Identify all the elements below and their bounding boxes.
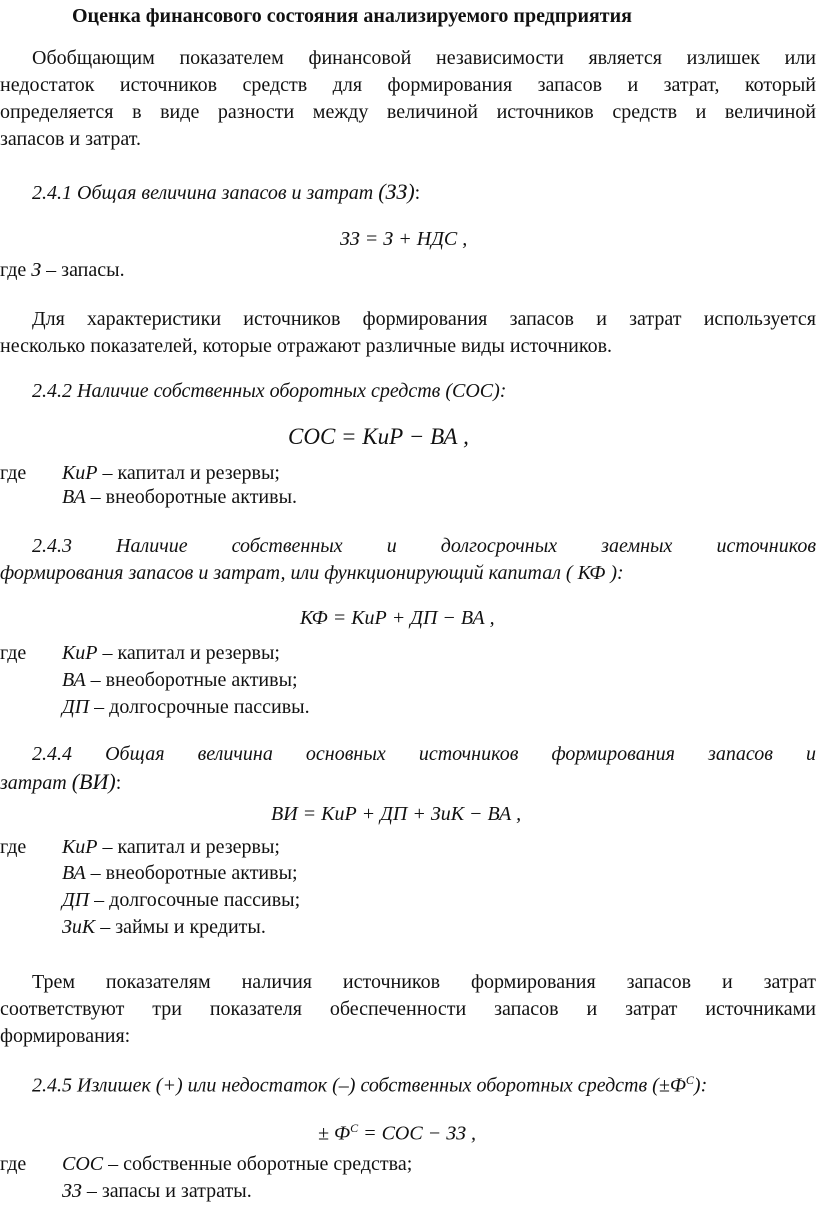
- definition-item: ДП – долгосочные пассивы;: [62, 889, 301, 911]
- formula-kf: КФ = КиР + ДП − ВА ,: [300, 607, 495, 629]
- where-label: где: [0, 836, 27, 858]
- definition-item: ВА – внеоборотные активы;: [62, 862, 298, 884]
- definition-item: СОС – собственные оборотные средства;: [62, 1153, 413, 1175]
- intro-line: определяется в виде разности между величиной источников средств и величиной: [0, 101, 816, 123]
- definition-zapasy: где З – запасы.: [0, 259, 125, 281]
- definition-item: ДП – долгосрочные пассивы.: [62, 696, 310, 718]
- definition-item: КиР – капитал и резервы;: [62, 642, 280, 664]
- where-label: где: [0, 642, 27, 664]
- paragraph-line: Для характеристики источников формирования запасов и затрат используется: [32, 308, 816, 330]
- formula-phi-c: ± $Ф^С$ = СОС − ЗЗ ,: [318, 1121, 476, 1145]
- section-2-4-5-heading: 2.4.5 Излишек (+) или недостаток (–) собственных оборотных средств $(\pm Ф^С)$:: [32, 1073, 708, 1097]
- where-label: где: [0, 462, 27, 484]
- formula-vi: ВИ = КиР + ДП + ЗиК − ВА ,: [271, 803, 522, 825]
- section-2-4-4-heading: 2.4.4 Общая величина основных источников формирования запасов и затрат (ВИ):: [0, 743, 816, 794]
- intro-line: запасов и затрат.: [0, 128, 141, 150]
- section-2-4-2-heading: 2.4.2 Наличие собственных оборотных средств (СОС):: [32, 380, 507, 402]
- paragraph-line: соответствуют три показателя обеспеченности запасов и затрат источниками: [0, 998, 816, 1020]
- definition-item: КиР – капитал и резервы;: [62, 836, 280, 858]
- intro-paragraph: [0, 45, 816, 153]
- paragraph-line: Трем показателям наличия источников формирования запасов и затрат: [32, 971, 816, 993]
- formula-sos: СОС = КиР − ВА ,: [288, 424, 469, 449]
- section-2-4-3-heading: 2.4.3 Наличие собственных и долгосрочных заемных источников формирования запасов и затрат, или функционирующий капитал ( КФ ):: [0, 535, 816, 584]
- where-label: где: [0, 1153, 27, 1175]
- intro-line: Обобщающим показателем финансовой независимости является излишек или: [32, 47, 816, 69]
- definition-item: ВА – внеоборотные активы;: [62, 669, 298, 691]
- intro-line: недостаток источников средств для формирования запасов и затрат, который: [0, 74, 816, 96]
- page-title: Оценка финансового состояния анализируемого предприятия: [72, 5, 632, 27]
- section-2-4-1-heading: 2.4.1 Общая величина запасов и затрат (ЗЗ):: [32, 179, 421, 204]
- definition-item: КиР – капитал и резервы;: [62, 462, 280, 484]
- paragraph-sources: [0, 306, 816, 360]
- definition-item: ЗиК – займы и кредиты.: [62, 916, 266, 938]
- formula-zz: ЗЗ = З + НДС ,: [340, 228, 468, 250]
- definition-item: ВА – внеоборотные активы.: [62, 486, 298, 508]
- definition-item: ЗЗ – запасы и затраты.: [62, 1180, 252, 1202]
- paragraph-line: формирования:: [0, 1025, 131, 1047]
- paragraph-line: несколько показателей, которые отражают различные виды источников.: [0, 335, 613, 357]
- paragraph-three-indicators: [0, 969, 816, 1050]
